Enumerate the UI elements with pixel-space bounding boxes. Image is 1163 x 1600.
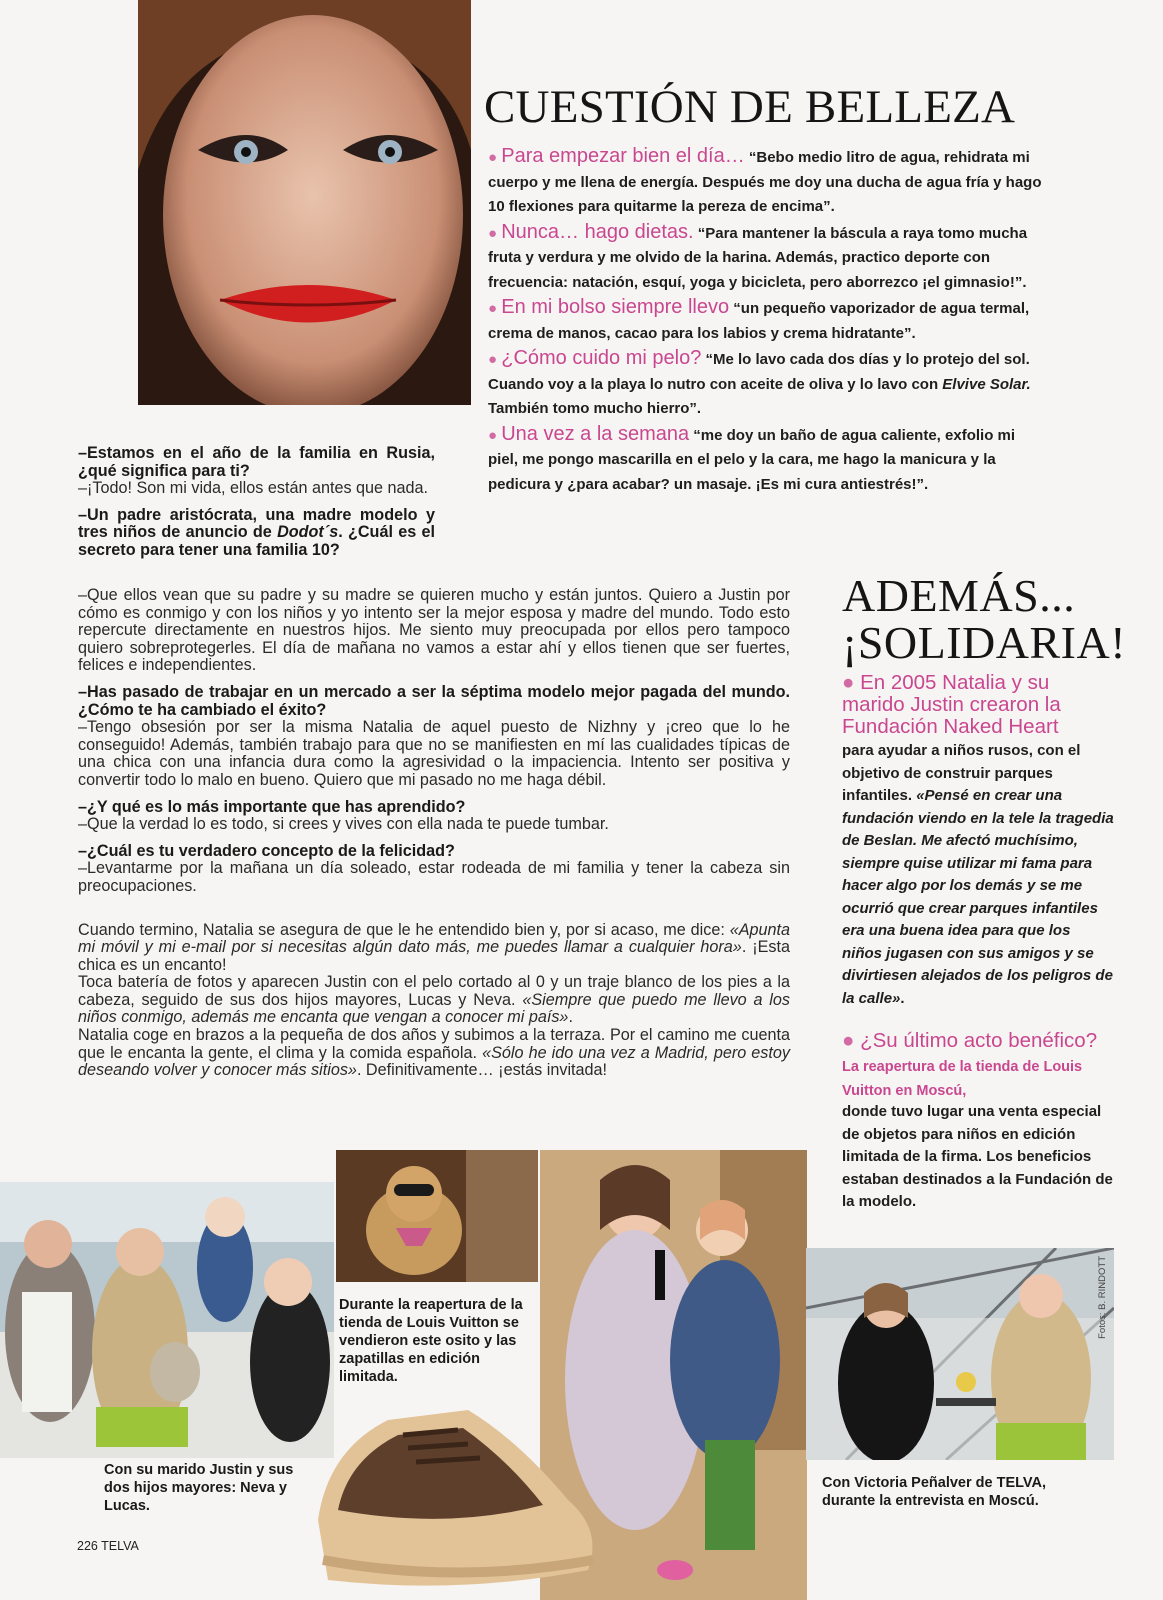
page-folio: 226 TELVA [77,1539,139,1553]
photo-credit: Fotos: B. RINDOTT [1097,1256,1108,1339]
bullet-icon: ● [488,351,502,368]
sneaker-photo [308,1380,608,1600]
closing-paragraph: Toca batería de fotos y aparecen Justin con el pelo cortado al 0 y un traje blanco de los pies a la cabeza, seguido de sus dos hijos mayores, Lucas y Neva. «Siempre que puedo me llevo a los niños conmigo, además me encanta que vengan a conocer mi país». [78,973,790,1027]
sidebar-title: ADEMÁS... ¡SOLIDARIA! [842,570,1127,668]
bullet-icon: ● [488,300,502,317]
teddy-bear-photo [336,1150,538,1282]
closing-paragraph: Cuando termino, Natalia se asegura de que le he entendido bien y, por si acaso, me dice: «Apunta mi móvil y mi e-mail por si necesitas algún dato más, me puedes llamar a cualquier hora». ¡Esta chica es un encanto! [78,920,790,974]
beauty-tip: ● ¿Cómo cuido mi pelo? “Me lo lavo cada dos días y lo protejo del sol. Cuando voy a la playa lo nutro con aceite de oliva y lo lavo con Elvive Solar. También tomo mucho hierro”. [488,347,1031,417]
answer: –Que la verdad lo es todo, si crees y vives con ella nada te puede tumbar. [78,815,609,834]
beauty-title: CUESTIÓN DE BELLEZA [484,81,1016,133]
question: –Un padre aristócrata, una madre modelo y tres niños de anuncio de Dodot´s. ¿Cuál es el secreto para tener una familia 10? [78,505,435,559]
question: –¿Y qué es lo más importante que has aprendido? [78,797,466,816]
answer: –Levantarme por la mañana un día soleado, estar rodeada de mi familia y tener la cabeza sin preocupaciones. [78,859,790,895]
beauty-tip: ● En mi bolso siempre llevo “un pequeño vaporizador de agua termal, crema de manos, cacao para los labios y crema hidratante”. [488,296,1030,342]
sidebar-lead: ● En 2005 Natalia y su marido Justin crearon la Fundación Naked Heart [842,671,1061,738]
interview-body [78,587,790,1080]
sidebar-lead: ● ¿Su último acto benéfico? La reapertura de la tienda de Louis Vuitton en Moscú, [842,1029,1098,1099]
beauty-tips [488,144,1046,497]
sidebar-text: para ayudar a niños rusos, con el objetivo de construir parques infantiles. «Pensé en crear una fundación viendo en la tele la tragedia de Beslan. Me afectó muchísimo, siempre quise utilizar mi fama para hacer algo por los demás y se me ocurrió que crear parques infantiles era una buena idea para que los niños jugasen con sus amigos y se divirtiesen alejados de los peligros de la calle». [842,742,1114,1007]
beauty-tip: ● Para empezar bien el día… “Bebo medio litro de agua, rehidrata mi cuerpo y me llena de energía. Después me doy una ducha de agua fría y hago 10 flexiones para quitarme la pereza de encima”. [488,145,1042,215]
bullet-icon: ● [488,426,502,444]
question: –Has pasado de trabajar en un mercado a ser la séptima modelo mejor pagada del mundo. ¿Cómo te ha cambiado el éxito? [78,682,790,719]
family-photo [0,1182,334,1458]
answer: –Que ellos vean que su padre y su madre se quieren mucho y están juntos. Quiero a Justin por cómo es conmigo y con los niños y yo intento ser la mejor esposa y madre del mundo. Todo esto repercute directamente en nuestros hijos. Me siento muy preocupada por ellos pero tampoco quiero sobreprotegerles. El día de mañana no vamos a estar ahí y ellos tienen que ser fuertes, felices e independientes. [78,586,790,675]
beauty-tip: ● Una vez a la semana “me doy un baño de agua caliente, exfolio mi piel, me pongo mascarilla en el pelo y la cara, me hago la manicura y la pedicura y ¿para acabar? un masaje. ¡Es mi cura antiestrés!”. [488,422,1016,493]
sidebar-body [842,672,1114,1214]
question: –¿Cuál es tu verdadero concepto de la felicidad? [78,841,455,860]
teddy-caption: Durante la reapertura de la tienda de Louis Vuitton se vendieron este osito y las zapatillas en edición limitada. [339,1297,523,1385]
bullet-icon: ● [488,149,502,166]
portrait-photo [138,0,471,405]
interview-photo [806,1248,1114,1460]
sidebar-text: donde tuvo lugar una venta especial de objetos para niños en edición limitada de la firma. Los beneficios estaban destinados a la Fundación de la modelo. [842,1103,1113,1210]
answer: –Tengo obsesión por ser la misma Natalia de aquel puesto de Nizhny y ¡creo que lo he conseguido! Además, también trabajo para que no se manifiesten en mí las cualidades típicas de una chica con una infancia dura como la agresividad o la impaciencia. Intento ser positiva y convertir todo lo malo en bueno. Quiero que mi pasado no me haga débil. [78,718,790,789]
closing-paragraph: Natalia coge en brazos a la pequeña de dos años y subimos a la terraza. Por el camino me cuenta que le encanta la gente, el clima y la comida española. «Sólo he ido una vez a Madrid, pero estoy deseando volver y conocer más sitios». Definitivamente… ¡estás invitada! [78,1026,790,1080]
interview-top [78,445,435,560]
interview-caption: Con Victoria Peñalver de TELVA, durante la entrevista en Moscú. [822,1475,1047,1509]
bullet-icon: ● [488,224,502,242]
bullet-icon: ● [842,1029,861,1052]
answer: –¡Todo! Son mi vida, ellos están antes que nada. [78,479,429,498]
beauty-tip: ● Nunca… hago dietas. “Para mantener la báscula a raya tomo mucha fruta y verdura y me olvido de la harina. Además, practico deporte con frecuencia: natación, esquí, yoga y bicicleta, pero aborrezco ¡el gimnasio!”. [488,220,1028,291]
bullet-icon: ● [842,671,861,694]
family-caption: Con su marido Justin y sus dos hijos mayores: Neva y Lucas. [104,1462,294,1514]
question: –Estamos en el año de la familia en Rusia, ¿qué significa para ti? [78,444,435,480]
